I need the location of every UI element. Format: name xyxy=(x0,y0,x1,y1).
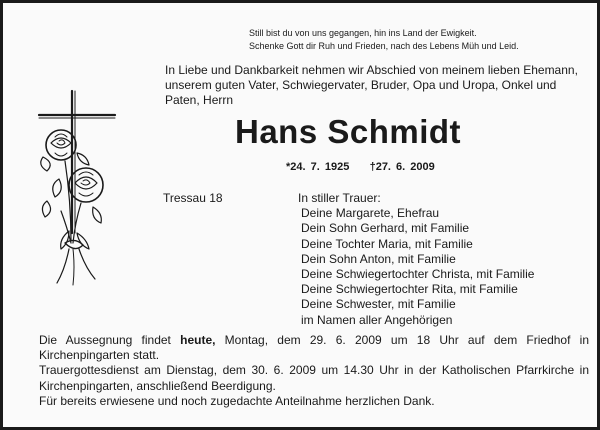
blessing-info xyxy=(39,333,589,363)
mourner-line: Deine Schwiegertochter Rita, mit Familie xyxy=(301,282,518,297)
mourner-line: Deine Schwester, mit Familie xyxy=(301,297,456,312)
death-date: †27. 6. 2009 xyxy=(369,161,435,173)
blessing-rest: Montag, dem 29. 6. 2009 um 18 Uhr auf dem Friedhof in Kirchenpingarten statt. xyxy=(39,333,590,363)
mourner-line: Dein Sohn Anton, mit Familie xyxy=(301,251,456,266)
blessing-day: heute, xyxy=(180,333,216,347)
closing-text xyxy=(39,333,589,409)
blessing-prefix: Die Aussegnung findet xyxy=(39,333,181,347)
mourners-heading: In stiller Trauer: xyxy=(298,191,381,205)
birth-date: *24. 7. 1925 xyxy=(286,161,350,173)
mourner-line: Deine Margarete, Ehefrau xyxy=(301,206,440,221)
service-info: Trauergottesdienst am Dienstag, dem 30. 6. 2009 um 14.30 Uhr in der Katholischen Pfarrkirche in Kirchenpingarten, anschließend Beerdigung. xyxy=(39,363,589,393)
thanks-text: Für bereits erwiesene und noch zugedachte Anteilnahme herzlichen Dank. xyxy=(39,393,435,408)
cross-with-roses-icon xyxy=(31,83,121,293)
epigraph-line: Schenke Gott dir Ruh und Frieden, nach des Lebens Müh und Leid. xyxy=(249,41,519,51)
mourner-line: Deine Schwiegertochter Christa, mit Familie xyxy=(301,267,535,282)
address: Tressau 18 xyxy=(163,191,223,205)
epigraph-line: Still bist du von uns gegangen, hin ins Land der Ewigkeit. xyxy=(249,28,477,38)
life-dates xyxy=(286,161,435,173)
deceased-name: Hans Schmidt xyxy=(235,113,462,150)
epigraph xyxy=(249,27,519,53)
mourner-line: Dein Sohn Gerhard, mit Familie xyxy=(301,221,470,236)
intro-text: In Liebe und Dankbarkeit nehmen wir Abschied von meinem lieben Ehemann, unserem guten Vater, Schwiegervater, Bruder, Opa und Uropa, Onkel und Paten, Herrn xyxy=(165,63,578,107)
mourner-line: Deine Tochter Maria, mit Familie xyxy=(301,236,473,251)
mourner-line: im Namen aller Angehörigen xyxy=(301,312,453,327)
mourners-list xyxy=(298,191,535,328)
